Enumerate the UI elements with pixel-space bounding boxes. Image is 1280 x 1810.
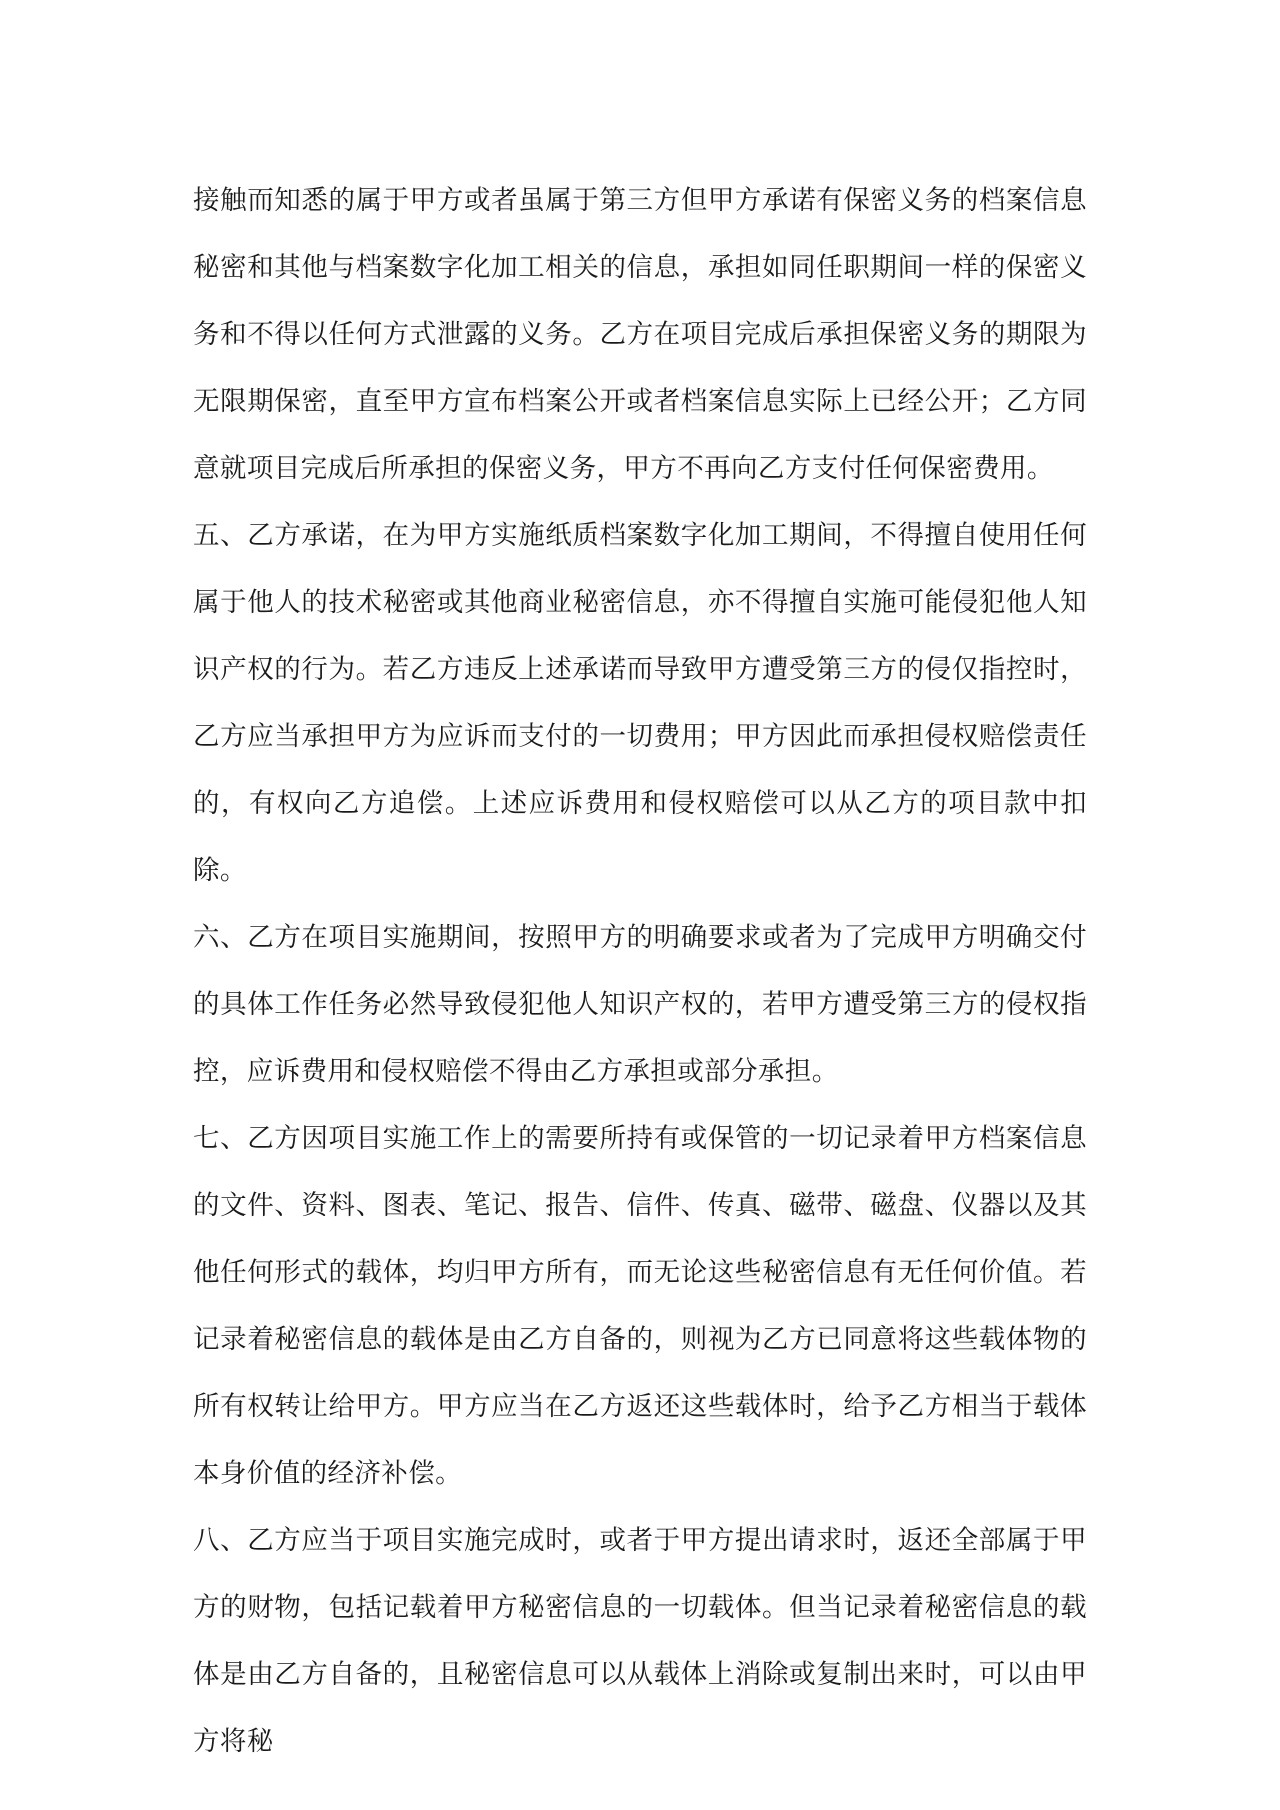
paragraph-clause-7: 七、乙方因项目实施工作上的需要所持有或保管的一切记录着甲方档案信息的文件、资料、图表、笔记、报告、信件、传真、磁带、磁盘、仪器以及其他任何形式的载体，均归甲方所有，而无论这些秘密信息有无任何价值。若记录着秘密信息的载体是由乙方自备的，则视为乙方已同意将这些载体物的所有权转让给甲方。甲方应当在乙方返还这些载体时，给予乙方相当于载体本身价值的经济补偿。 <box>193 1123 1087 1489</box>
document-body <box>193 167 1087 1775</box>
paragraph-clause-6: 六、乙方在项目实施期间，按照甲方的明确要求或者为了完成甲方明确交付的具体工作任务必然导致侵犯他人知识产权的，若甲方遭受第三方的侵权指控，应诉费用和侵权赔偿不得由乙方承担或部分承担。 <box>193 922 1087 1087</box>
paragraph-clause-8: 八、乙方应当于项目实施完成时，或者于甲方提出请求时，返还全部属于甲方的财物，包括记载着甲方秘密信息的一切载体。但当记录着秘密信息的载体是由乙方自备的，且秘密信息可以从载体上消除或复制出来时，可以由甲方将秘 <box>193 1525 1087 1757</box>
paragraph-clause-5: 五、乙方承诺，在为甲方实施纸质档案数字化加工期间，不得擅自使用任何属于他人的技术秘密或其他商业秘密信息，亦不得擅自实施可能侵犯他人知识产权的行为。若乙方违反上述承诺而导致甲方遭受第三方的侵仅指控时，乙方应当承担甲方为应诉而支付的一切费用；甲方因此而承担侵权赔偿责任的，有权向乙方追偿。上述应诉费用和侵权赔偿可以从乙方的项目款中扣除。 <box>193 520 1087 886</box>
paragraph-confidentiality-continued: 接触而知悉的属于甲方或者虽属于第三方但甲方承诺有保密义务的档案信息秘密和其他与档案数字化加工相关的信息，承担如同任职期间一样的保密义务和不得以任何方式泄露的义务。乙方在项目完成后承担保密义务的期限为无限期保密，直至甲方宣布档案公开或者档案信息实际上已经公开；乙方同意就项目完成后所承担的保密义务，甲方不再向乙方支付任何保密费用。 <box>193 185 1087 484</box>
